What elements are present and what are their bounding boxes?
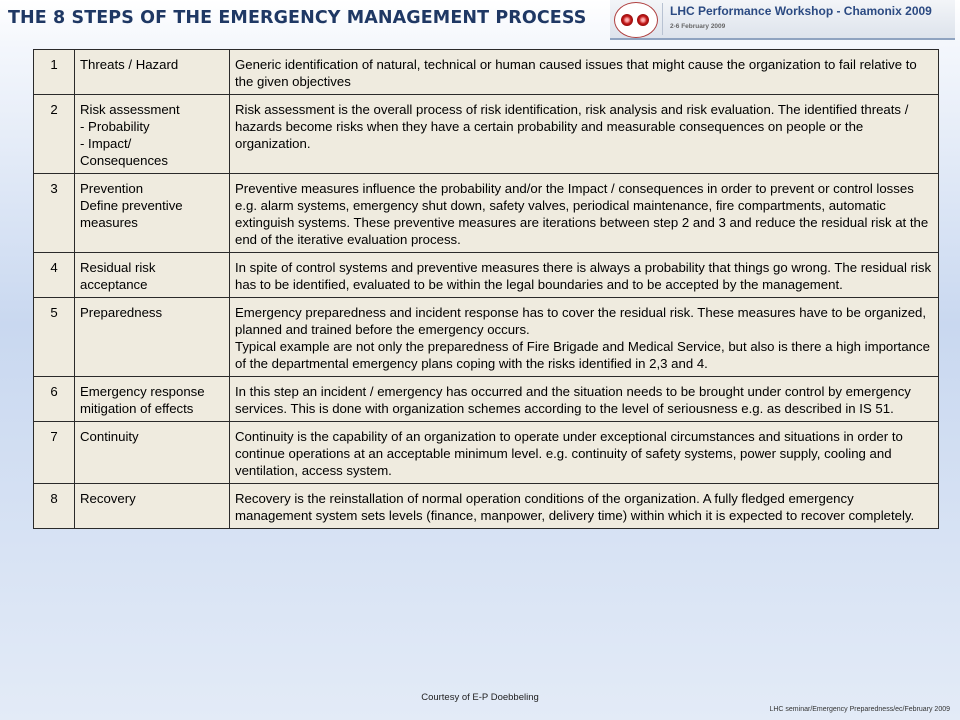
banner-subtitle: 2-6 February 2009 <box>670 23 726 30</box>
lhc-logo <box>614 2 658 38</box>
banner-divider <box>662 3 663 35</box>
table-row <box>34 174 939 253</box>
step-description: In this step an incident / emergency has occurred and the situation needs to be brought under control by emergency services. This is done with organization schemes according to the level of seriousness e.g. as described in IS 51. <box>230 377 939 422</box>
step-name: Emergency response mitigation of effects <box>75 377 230 422</box>
step-name: Prevention Define preventive measures <box>75 174 230 253</box>
step-name: Threats / Hazard <box>75 50 230 95</box>
step-description: Generic identification of natural, technical or human caused issues that might cause the organization to fail relative to the given objectives <box>230 50 939 95</box>
footer-reference: LHC seminar/Emergency Preparedness/ec/February 2009 <box>769 706 950 713</box>
step-description: Preventive measures influence the probability and/or the Impact / consequences in order to prevent or control losses e.g. alarm systems, emergency shut down, safety valves, periodical maintenance, fire compartments, automatic extinguish systems. These preventive measures are iterations between step 2 and 3 and reduce the residual risk at the end of the iterative evaluation process. <box>230 174 939 253</box>
step-number: 6 <box>34 377 75 422</box>
steps-table <box>33 49 939 529</box>
step-description: Emergency preparedness and incident response has to cover the residual risk. These measures have to be organized, planned and trained before the emergency occurs. Typical example are not only the preparedness of Fire Brigade and Medical Service, but also is there a high importance of the departmental emergency plans coping with the risks identified in 2,3 and 4. <box>230 298 939 377</box>
step-name: Recovery <box>75 484 230 529</box>
step-number: 1 <box>34 50 75 95</box>
step-description: Risk assessment is the overall process of risk identification, risk analysis and risk evaluation. The identified threats / hazards become risks when they have a certain probability and measurable consequences on people or the organization. <box>230 95 939 174</box>
table-row <box>34 50 939 95</box>
table-row <box>34 377 939 422</box>
step-number: 4 <box>34 253 75 298</box>
table-row <box>34 422 939 484</box>
table-row <box>34 95 939 174</box>
table-row <box>34 484 939 529</box>
logo-particle-icon <box>637 14 649 26</box>
page-title: THE 8 STEPS OF THE EMERGENCY MANAGEMENT PROCESS <box>8 8 587 28</box>
courtesy-note: Courtesy of E-P Doebbeling <box>421 692 539 703</box>
step-name: Risk assessment - Probability - Impact/ Consequences <box>75 95 230 174</box>
step-description: Recovery is the reinstallation of normal operation conditions of the organization. A fully fledged emergency management system sets levels (finance, manpower, delivery time) within which it is expected to recover completely. <box>230 484 939 529</box>
step-name: Continuity <box>75 422 230 484</box>
step-number: 3 <box>34 174 75 253</box>
workshop-banner <box>610 0 955 40</box>
step-number: 5 <box>34 298 75 377</box>
step-number: 7 <box>34 422 75 484</box>
step-number: 2 <box>34 95 75 174</box>
logo-particle-icon <box>621 14 633 26</box>
table-row <box>34 298 939 377</box>
step-description: In spite of control systems and preventive measures there is always a probability that things go wrong. The residual risk has to be identified, evaluated to be within the legal boundaries and to be accepted by the management. <box>230 253 939 298</box>
table-row <box>34 253 939 298</box>
step-description: Continuity is the capability of an organization to operate under exceptional circumstances and situations in order to continue operations at an acceptable minimum level. e.g. continuity of safety systems, power supply, cooling and ventilation, access system. <box>230 422 939 484</box>
step-name: Residual risk acceptance <box>75 253 230 298</box>
banner-title: LHC Performance Workshop - Chamonix 2009 <box>670 4 932 18</box>
step-number: 8 <box>34 484 75 529</box>
step-name: Preparedness <box>75 298 230 377</box>
